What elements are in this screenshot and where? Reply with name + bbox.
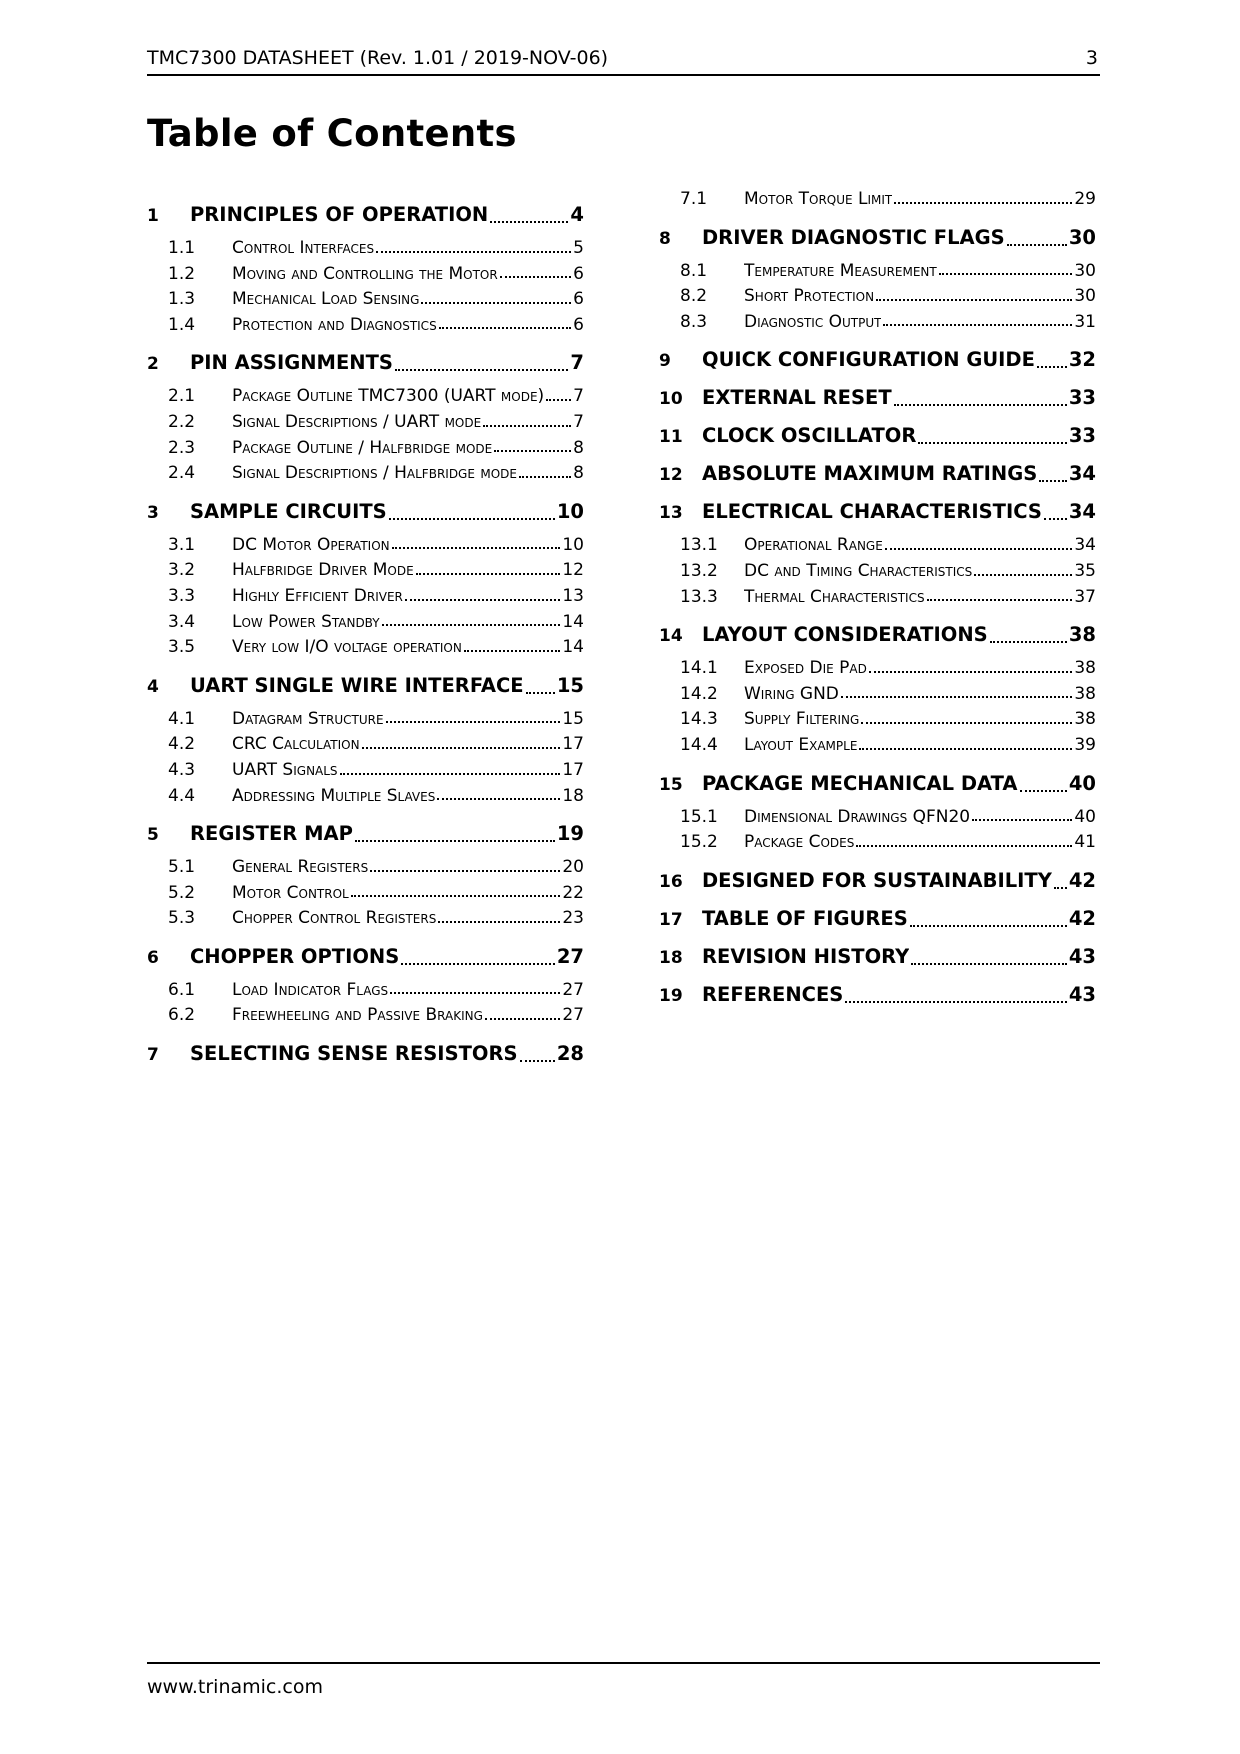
- toc-entry-label: EXTERNAL RESET: [702, 386, 892, 410]
- toc-entry-page: 31: [1074, 311, 1096, 332]
- toc-dot-leader: [520, 1060, 555, 1062]
- toc-dot-leader: [859, 748, 1072, 750]
- toc-entry-label: Chopper Control Registers: [232, 908, 437, 929]
- page-header: [147, 42, 1100, 76]
- toc-subsection-entry[interactable]: [147, 236, 584, 262]
- toc-entry-page: 38: [1074, 658, 1096, 679]
- toc-entry-number: 2.1: [168, 386, 196, 407]
- toc-entry-label: UART SINGLE WIRE INTERFACE: [190, 673, 524, 697]
- toc-entry-number: 4.1: [168, 708, 196, 729]
- toc-subsection-entry[interactable]: [147, 262, 584, 288]
- toc-dot-leader: [340, 773, 561, 775]
- toc-entry-page: 42: [1068, 868, 1096, 892]
- toc-dot-leader: [351, 895, 561, 897]
- toc-entry-number: 16: [659, 871, 683, 892]
- toc-entry-label: Diagnostic Output: [744, 311, 882, 332]
- toc-dot-leader: [883, 324, 1072, 326]
- toc-dot-leader: [437, 798, 560, 800]
- toc-entry-page: 7: [573, 411, 584, 432]
- toc-entry-label: ABSOLUTE MAXIMUM RATINGS: [702, 462, 1038, 486]
- toc-entry-number: 14.4: [680, 734, 718, 755]
- toc-entry-label: Layout Example: [744, 734, 858, 755]
- toc-subsection-entry[interactable]: [147, 461, 584, 487]
- toc-dot-leader: [494, 450, 571, 452]
- toc-entry-label: Signal Descriptions / Halfbridge mode: [232, 463, 517, 484]
- toc-dot-leader: [464, 650, 561, 652]
- toc-entry-number: 8.1: [680, 260, 708, 281]
- toc-dot-leader: [845, 1001, 1067, 1003]
- toc-entry-label: Mechanical Load Sensing: [232, 289, 420, 310]
- toc-dot-leader: [869, 671, 1073, 673]
- toc-entry-label: Package Outline TMC7300 (UART mode): [232, 386, 545, 407]
- toc-subsection-entry[interactable]: [147, 287, 584, 313]
- toc-entry-number: 5.3: [168, 908, 196, 929]
- toc-entry-page: 18: [562, 785, 584, 806]
- toc-entry-page: 30: [1074, 260, 1096, 281]
- toc-entry-label: Package Codes: [744, 832, 855, 853]
- toc-entry-page: 38: [1074, 709, 1096, 730]
- toc-entry-number: 6.1: [168, 979, 196, 1000]
- toc-entry-page: 23: [562, 908, 584, 929]
- toc-entry-label: DRIVER DIAGNOSTIC FLAGS: [702, 225, 1005, 249]
- toc-entry-page: 33: [1068, 424, 1096, 448]
- toc-entry-page: 6: [573, 263, 584, 284]
- toc-entry-number: 14.2: [680, 683, 718, 704]
- toc-entry-number: 2.3: [168, 437, 196, 458]
- toc-subsection-entry[interactable]: [147, 707, 584, 733]
- toc-dot-leader: [392, 547, 561, 549]
- toc-entry-page: 37: [1074, 586, 1096, 607]
- toc-entry-number: 14.3: [680, 709, 718, 730]
- toc-subsection-entry[interactable]: [147, 855, 584, 881]
- toc-dot-leader: [972, 819, 1072, 821]
- toc-entry-number: 13.1: [680, 535, 718, 556]
- page-number: 3: [1085, 47, 1098, 69]
- toc-entry-label: Halfbridge Driver Mode: [232, 560, 414, 581]
- toc-entry-label: Package Outline / Halfbridge mode: [232, 437, 493, 458]
- toc-entry-label: Temperature Measurement: [744, 260, 937, 281]
- toc-subsection-entry[interactable]: [147, 635, 584, 661]
- toc-entry-page: 34: [1068, 500, 1096, 524]
- toc-entry-label: REVISION HISTORY: [702, 944, 910, 968]
- toc-section-entry[interactable]: [659, 493, 1096, 531]
- toc-entry-page: 13: [562, 585, 584, 606]
- toc-entry-number: 3.3: [168, 585, 196, 606]
- toc-dot-leader: [856, 845, 1072, 847]
- toc-section-entry[interactable]: [147, 815, 584, 853]
- toc-entry-page: 6: [573, 314, 584, 335]
- toc-subsection-entry[interactable]: [147, 584, 584, 610]
- toc-dot-leader: [405, 599, 560, 601]
- toc-dot-leader: [894, 202, 1072, 204]
- toc-entry-number: 5.2: [168, 882, 196, 903]
- toc-entry-page: 15: [556, 673, 584, 697]
- toc-entry-page: 6: [573, 289, 584, 310]
- toc-section-entry[interactable]: [147, 344, 584, 382]
- footer-url: www.trinamic.com: [147, 1676, 323, 1698]
- toc-entry-page: 12: [562, 560, 584, 581]
- toc-dot-leader: [401, 963, 555, 965]
- toc-entry-label: General Registers: [232, 857, 369, 878]
- toc-entry-number: 18: [659, 947, 683, 968]
- toc-dot-leader: [894, 404, 1067, 406]
- toc-subsection-entry[interactable]: [659, 805, 1096, 831]
- toc-subsection-entry[interactable]: [659, 187, 1096, 213]
- toc-entry-label: Freewheeling and Passive Braking: [232, 1005, 483, 1026]
- toc-dot-leader: [1054, 887, 1067, 889]
- toc-dot-leader: [911, 963, 1067, 965]
- toc-dot-leader: [416, 573, 561, 575]
- toc-section-entry[interactable]: [659, 765, 1096, 803]
- toc-entry-number: 6.2: [168, 1005, 196, 1026]
- toc-dot-leader: [386, 721, 561, 723]
- toc-entry-label: PIN ASSIGNMENTS: [190, 351, 393, 375]
- toc-entry-number: 8.3: [680, 311, 708, 332]
- toc-subsection-entry[interactable]: [147, 732, 584, 758]
- toc-entry-number: 2.4: [168, 463, 196, 484]
- toc-section-entry[interactable]: [659, 862, 1096, 900]
- toc-dot-leader: [939, 273, 1073, 275]
- toc-entry-number: 11: [659, 427, 683, 448]
- toc-dot-leader: [918, 442, 1067, 444]
- toc-entry-label: DC and Timing Characteristics: [744, 560, 973, 581]
- toc-dot-leader: [438, 921, 560, 923]
- toc-entry-number: 3: [147, 502, 159, 523]
- toc-subsection-entry[interactable]: [147, 978, 584, 1004]
- toc-entry-label: PRINCIPLES OF OPERATION: [190, 203, 489, 226]
- toc-entry-page: 40: [1074, 806, 1096, 827]
- toc-entry-number: 14.1: [680, 658, 718, 679]
- toc-entry-label: UART Signals: [232, 759, 338, 780]
- toc-section-entry[interactable]: [659, 417, 1096, 455]
- toc-subsection-entry[interactable]: [659, 656, 1096, 682]
- toc-entry-label: Short Protection: [744, 286, 875, 307]
- toc-dot-leader: [376, 251, 571, 253]
- toc-section-entry[interactable]: [147, 1035, 584, 1073]
- toc-subsection-entry[interactable]: [147, 313, 584, 339]
- toc-entry-page: 7: [573, 386, 584, 407]
- toc-dot-leader: [382, 624, 561, 626]
- toc-entry-number: 5.1: [168, 857, 196, 878]
- toc-entry-page: 19: [556, 822, 584, 846]
- toc-entry-label: TABLE OF FIGURES: [702, 906, 908, 930]
- toc-entry-page: 7: [570, 351, 584, 375]
- toc-dot-leader: [362, 747, 561, 749]
- toc-subsection-entry[interactable]: [147, 558, 584, 584]
- toc-subsection-entry[interactable]: [659, 733, 1096, 759]
- toc-entry-page: 33: [1068, 386, 1096, 410]
- toc-entry-number: 1.2: [168, 263, 196, 284]
- toc-entry-label: Protection and Diagnostics: [232, 314, 437, 335]
- toc-subsection-entry[interactable]: [147, 1003, 584, 1029]
- toc-entry-page: 10: [562, 534, 584, 555]
- toc-entry-label: Moving and Controlling the Motor: [232, 263, 498, 284]
- toc-entry-number: 12: [659, 465, 683, 486]
- toc-entry-page: 38: [1074, 683, 1096, 704]
- toc-dot-leader: [841, 696, 1072, 698]
- toc-entry-page: 34: [1068, 462, 1096, 486]
- toc-dot-leader: [990, 641, 1067, 643]
- toc-entry-page: 43: [1068, 944, 1096, 968]
- toc-subsection-entry[interactable]: [659, 533, 1096, 559]
- toc-entry-page: 32: [1068, 348, 1096, 372]
- toc-section-entry[interactable]: [659, 455, 1096, 493]
- toc-entry-page: 27: [556, 944, 584, 968]
- toc-entry-page: 27: [562, 1005, 584, 1026]
- toc-entry-page: 34: [1074, 535, 1096, 556]
- toc-subsection-entry[interactable]: [147, 881, 584, 907]
- toc-entry-label: REGISTER MAP: [190, 822, 353, 846]
- toc-entry-label: SAMPLE CIRCUITS: [190, 499, 387, 523]
- toc-entry-page: 10: [556, 499, 584, 523]
- toc-entry-label: Addressing Multiple Slaves: [232, 785, 436, 806]
- toc-dot-leader: [500, 276, 571, 278]
- toc-entry-page: 17: [562, 734, 584, 755]
- toc-entry-page: 38: [1068, 623, 1096, 647]
- toc-entry-label: Motor Torque Limit: [744, 189, 893, 209]
- toc-entry-number: 13.2: [680, 560, 718, 581]
- toc-entry-number: 4.4: [168, 785, 196, 806]
- toc-right-column: [659, 187, 1096, 1014]
- toc-entry-number: 17: [659, 909, 683, 930]
- toc-dot-leader: [974, 574, 1072, 576]
- toc-entry-number: 15.2: [680, 832, 718, 853]
- toc-entry-number: 15.1: [680, 806, 718, 827]
- toc-subsection-entry[interactable]: [147, 610, 584, 636]
- toc-dot-leader: [389, 518, 555, 520]
- toc-entry-number: 2: [147, 354, 159, 375]
- toc-dot-leader: [1007, 244, 1067, 246]
- toc-entry-label: CLOCK OSCILLATOR: [702, 424, 917, 448]
- toc-subsection-entry[interactable]: [659, 830, 1096, 856]
- toc-dot-leader: [910, 925, 1067, 927]
- toc-entry-number: 3.2: [168, 560, 196, 581]
- toc-entry-label: Highly Efficient Driver: [232, 585, 403, 606]
- toc-entry-number: 3.4: [168, 611, 196, 632]
- toc-subsection-entry[interactable]: [659, 707, 1096, 733]
- toc-entry-number: 13: [659, 503, 683, 524]
- toc-entry-page: 30: [1068, 225, 1096, 249]
- toc-dot-leader: [927, 599, 1073, 601]
- toc-section-entry[interactable]: [659, 219, 1096, 257]
- toc-entry-number: 8.2: [680, 286, 708, 307]
- toc-entry-label: Exposed Die Pad: [744, 658, 867, 679]
- toc-dot-leader: [485, 1018, 560, 1020]
- toc-entry-label: DESIGNED FOR SUSTAINABILITY: [702, 868, 1052, 892]
- toc-entry-page: 29: [1074, 189, 1096, 209]
- toc-section-entry[interactable]: [659, 341, 1096, 379]
- toc-dot-leader: [439, 327, 571, 329]
- toc-entry-label: ELECTRICAL CHARACTERISTICS: [702, 500, 1042, 524]
- toc-entry-page: 5: [573, 238, 584, 258]
- toc-entry-page: 14: [562, 611, 584, 632]
- toc-entry-label: LAYOUT CONSIDERATIONS: [702, 623, 988, 647]
- toc-entry-number: 3.1: [168, 534, 196, 555]
- toc-entry-number: 1: [147, 206, 159, 226]
- toc-entry-page: 42: [1068, 906, 1096, 930]
- toc-entry-page: 27: [562, 979, 584, 1000]
- footer-rule: [147, 1662, 1100, 1664]
- document-title: TMC7300 DATASHEET (Rev. 1.01 / 2019-NOV-06): [147, 47, 609, 69]
- toc-section-entry[interactable]: [659, 900, 1096, 938]
- toc-entry-page: 4: [570, 203, 584, 226]
- toc-entry-number: 9: [659, 351, 671, 372]
- toc-entry-label: Signal Descriptions / UART mode: [232, 411, 482, 432]
- toc-entry-number: 4.3: [168, 759, 196, 780]
- toc-dot-leader: [546, 399, 571, 401]
- toc-subsection-entry[interactable]: [147, 906, 584, 932]
- toc-entry-number: 15: [659, 774, 683, 795]
- toc-entry-number: 10: [659, 389, 683, 410]
- toc-entry-number: 3.5: [168, 637, 196, 658]
- toc-entry-page: 8: [573, 463, 584, 484]
- toc-entry-number: 1.3: [168, 289, 196, 310]
- toc-entry-number: 14: [659, 626, 683, 647]
- toc-subsection-entry[interactable]: [147, 533, 584, 559]
- toc-subsection-entry[interactable]: [659, 310, 1096, 336]
- toc-entry-number: 19: [659, 985, 683, 1006]
- toc-entry-number: 2.2: [168, 411, 196, 432]
- toc-section-entry[interactable]: [659, 616, 1096, 654]
- toc-entry-page: 8: [573, 437, 584, 458]
- toc-dot-leader: [355, 840, 555, 842]
- toc-entry-number: 1.4: [168, 314, 196, 335]
- toc-dot-leader: [370, 870, 560, 872]
- toc-entry-page: 15: [562, 708, 584, 729]
- toc-entry-label: Dimensional Drawings QFN20: [744, 806, 971, 827]
- toc-entry-label: CRC Calculation: [232, 734, 360, 755]
- toc-subsection-entry[interactable]: [147, 384, 584, 410]
- toc-subsection-entry[interactable]: [659, 284, 1096, 310]
- toc-section-entry[interactable]: [659, 938, 1096, 976]
- toc-entry-page: 14: [562, 637, 584, 658]
- toc-entry-page: 41: [1074, 832, 1096, 853]
- toc-entry-page: 43: [1068, 982, 1096, 1006]
- toc-section-entry[interactable]: [147, 196, 584, 234]
- toc-entry-number: 13.3: [680, 586, 718, 607]
- toc-entry-number: 7.1: [680, 189, 708, 209]
- toc-entry-number: 4.2: [168, 734, 196, 755]
- toc-dot-leader: [421, 302, 571, 304]
- toc-entry-number: 4: [147, 676, 159, 697]
- toc-dot-leader: [861, 722, 1072, 724]
- toc-entry-label: Wiring GND: [744, 683, 839, 704]
- toc-entry-label: PACKAGE MECHANICAL DATA: [702, 771, 1018, 795]
- toc-entry-page: 30: [1074, 286, 1096, 307]
- toc-entry-label: DC Motor Operation: [232, 534, 390, 555]
- toc-entry-label: Thermal Characteristics: [744, 586, 925, 607]
- toc-entry-number: 1.1: [168, 238, 196, 258]
- toc-dot-leader: [885, 548, 1073, 550]
- toc-entry-number: 7: [147, 1045, 159, 1066]
- toc-dot-leader: [1044, 518, 1067, 520]
- toc-entry-label: Low Power Standby: [232, 611, 380, 632]
- toc-entry-label: SELECTING SENSE RESISTORS: [190, 1042, 518, 1066]
- toc-subsection-entry[interactable]: [659, 559, 1096, 585]
- toc-entry-page: 28: [556, 1042, 584, 1066]
- toc-dot-leader: [1039, 480, 1067, 482]
- toc-entry-label: Datagram Structure: [232, 708, 384, 729]
- toc-entry-page: 20: [562, 857, 584, 878]
- toc-dot-leader: [390, 992, 560, 994]
- toc-subsection-entry[interactable]: [147, 436, 584, 462]
- toc-dot-leader: [483, 425, 571, 427]
- toc-section-entry[interactable]: [147, 938, 584, 976]
- toc-entry-label: QUICK CONFIGURATION GUIDE: [702, 348, 1035, 372]
- toc-subsection-entry[interactable]: [147, 784, 584, 810]
- toc-section-entry[interactable]: [659, 379, 1096, 417]
- toc-dot-leader: [1037, 366, 1067, 368]
- toc-subsection-entry[interactable]: [659, 259, 1096, 285]
- toc-entry-label: REFERENCES: [702, 982, 844, 1006]
- toc-entry-label: Control Interfaces: [232, 238, 375, 258]
- toc-section-entry[interactable]: [147, 493, 584, 531]
- toc-subsection-entry[interactable]: [659, 585, 1096, 611]
- toc-dot-leader: [395, 369, 568, 371]
- toc-entry-label: CHOPPER OPTIONS: [190, 944, 400, 968]
- toc-subsection-entry[interactable]: [147, 410, 584, 436]
- toc-subsection-entry[interactable]: [147, 758, 584, 784]
- toc-entry-page: 35: [1074, 560, 1096, 581]
- toc-entry-label: Load Indicator Flags: [232, 979, 389, 1000]
- toc-entry-page: 40: [1068, 771, 1096, 795]
- toc-dot-leader: [1020, 790, 1067, 792]
- toc-left-column: [147, 196, 584, 1073]
- toc-entry-number: 6: [147, 947, 159, 968]
- toc-section-entry[interactable]: [659, 976, 1096, 1014]
- toc-entry-label: Very low I/O voltage operation: [232, 637, 462, 658]
- toc-entry-label: Supply Filtering: [744, 709, 860, 730]
- toc-entry-number: 8: [659, 228, 671, 249]
- toc-entry-page: 22: [562, 882, 584, 903]
- toc-subsection-entry[interactable]: [659, 682, 1096, 708]
- toc-dot-leader: [876, 299, 1072, 301]
- toc-dot-leader: [526, 692, 555, 694]
- toc-entry-label: Motor Control: [232, 882, 349, 903]
- toc-entry-label: Operational Range: [744, 535, 883, 556]
- toc-section-entry[interactable]: [147, 667, 584, 705]
- toc-dot-leader: [519, 476, 571, 478]
- toc-entry-page: 39: [1074, 734, 1096, 755]
- toc-heading: Table of Contents: [147, 112, 517, 155]
- toc-entry-number: 5: [147, 825, 159, 846]
- toc-dot-leader: [490, 221, 568, 223]
- toc-entry-page: 17: [562, 759, 584, 780]
